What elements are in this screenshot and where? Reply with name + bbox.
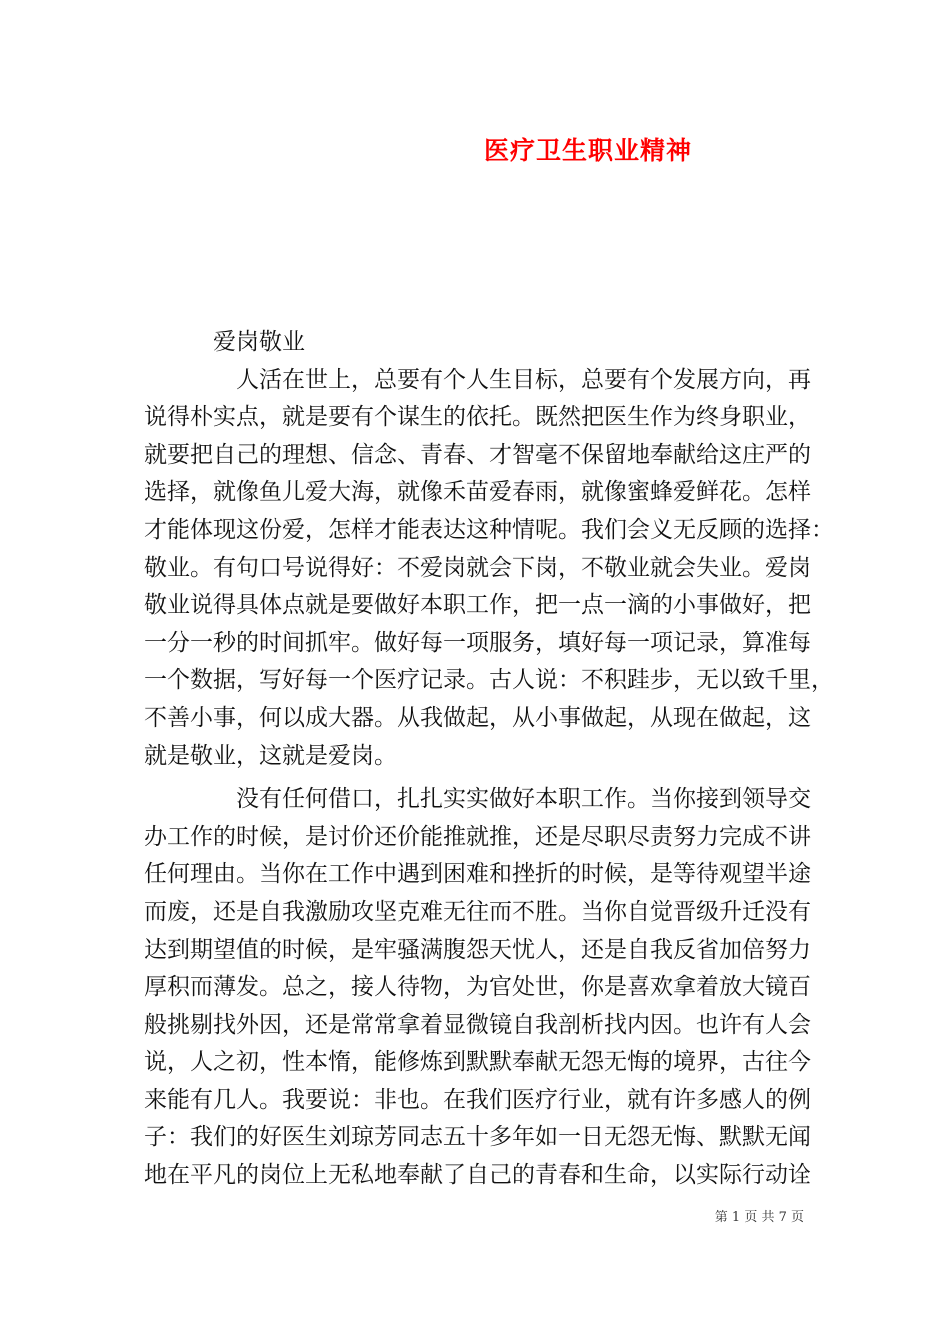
text-line: 一分一秒的时间抓牢。做好每一项服务，填好每一项记录，算准每 [144, 629, 811, 656]
text-line: 敬业。有句口号说得好：不爱岗就会下岗，不敬业就会失业。爱岗 [144, 554, 811, 581]
text-line: 说，人之初，性本惰，能修炼到默默奉献无怨无悔的境界，古往今 [144, 1049, 811, 1076]
text-line: 没有任何借口，扎扎实实做好本职工作。当你接到领导交 [144, 786, 811, 813]
text-line: 来能有几人。我要说：非也。在我们医疗行业，就有许多感人的例 [144, 1086, 811, 1113]
text-line: 说得朴实点，就是要有个谋生的依托。既然把医生作为终身职业， [144, 404, 811, 431]
text-line: 才能体现这份爱，怎样才能表达这种情呢。我们会义无反顾的选择： [144, 516, 834, 543]
text-line: 人活在世上，总要有个人生目标，总要有个发展方向，再 [144, 366, 811, 393]
section-heading: 爱岗敬业 [144, 329, 305, 355]
document-title: 医疗卫生职业精神 [483, 136, 692, 165]
text-line: 厚积而薄发。总之，接人待物，为官处世，你是喜欢拿着放大镜百 [144, 974, 811, 1001]
text-line: 办工作的时候，是讨价还价能推就推，还是尽职尽责努力完成不讲 [144, 823, 811, 850]
text-line: 达到期望值的时候，是牢骚满腹怨天忧人，还是自我反省加倍努力 [144, 936, 811, 963]
page-footer: 第 1 页 共 7 页 [714, 1210, 804, 1225]
text-line: 就要把自己的理想、信念、青春、才智毫不保留地奉献给这庄严的 [144, 441, 811, 468]
text-line: 任何理由。当你在工作中遇到困难和挫折的时候，是等待观望半途 [144, 861, 811, 888]
text-line: 子：我们的好医生刘琼芳同志五十多年如一日无怨无悔、默默无闻 [144, 1124, 811, 1151]
text-line: 地在平凡的岗位上无私地奉献了自己的青春和生命，以实际行动诠 [144, 1162, 811, 1189]
text-line: 而废，还是自我激励攻坚克难无往而不胜。当你自觉晋级升迁没有 [144, 898, 811, 925]
text-line: 敬业说得具体点就是要做好本职工作，把一点一滴的小事做好，把 [144, 592, 811, 619]
text-line: 一个数据，写好每一个医疗记录。古人说：不积跬步，无以致千里， [144, 667, 834, 694]
text-line: 就是敬业，这就是爱岗。 [144, 742, 397, 769]
text-line: 般挑剔找外因，还是常常拿着显微镜自我剖析找内因。也许有人会 [144, 1011, 811, 1038]
text-line: 不善小事，何以成大器。从我做起，从小事做起，从现在做起，这 [144, 704, 811, 731]
document-body [144, 324, 834, 1195]
text-line: 选择，就像鱼儿爱大海，就像禾苗爱春雨，就像蜜蜂爱鲜花。怎样 [144, 479, 811, 506]
